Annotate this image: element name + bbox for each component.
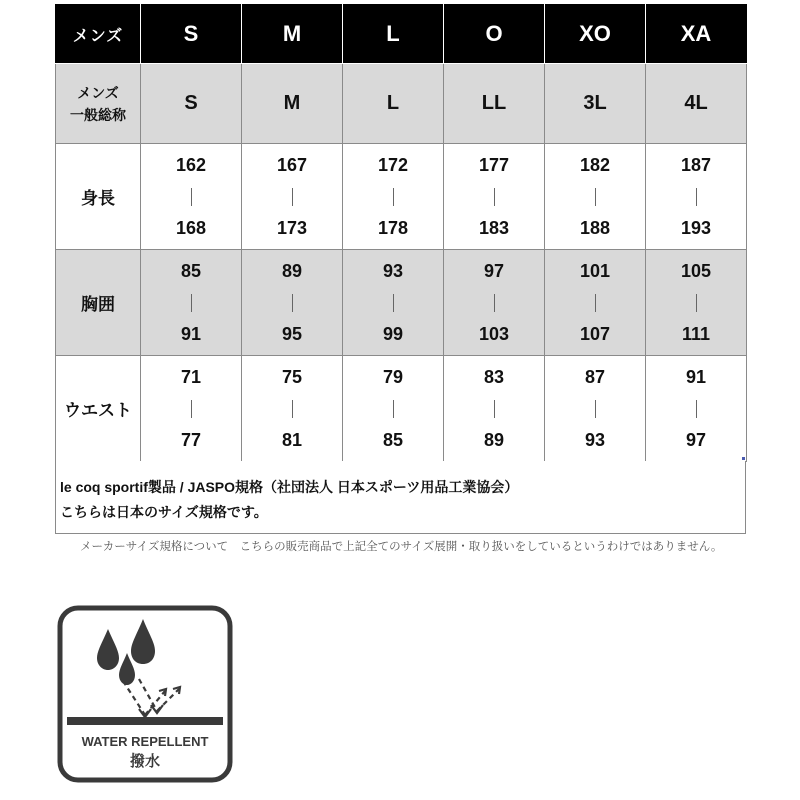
range-separator [494,294,495,312]
waist-cell [545,356,646,462]
range-max: 168 [175,217,207,238]
range-separator [696,294,697,312]
size-header-cell: S [141,5,242,64]
range-min: 167 [276,154,308,175]
note-line-standard: le coq sportif製品 / JASPO規格（社団法人 日本スポーツ用品工業協会） [60,479,519,495]
range-max: 81 [281,429,303,450]
range-min: 71 [180,366,202,387]
height-label: 身長 [56,144,141,250]
range-max: 93 [584,429,606,450]
height-cell [444,144,545,250]
range-separator [595,294,596,312]
range-separator [595,188,596,206]
range-min: 79 [382,366,404,387]
range-separator [191,188,192,206]
range-max: 173 [276,217,308,238]
chest-label: 胸囲 [56,250,141,356]
waist-cell [141,356,242,462]
range-min: 101 [579,260,611,281]
waist-label: ウエスト [56,356,141,462]
general-size-label [56,64,141,144]
badge-label-ja: 撥水 [129,752,161,770]
water-repellent-badge [57,605,233,783]
range-separator [292,188,293,206]
size-header-cell: L [343,5,444,64]
range-min: 83 [483,366,505,387]
general-size-label-line1: メンズ [77,84,119,101]
general-size-cell: LL [444,64,545,144]
range-separator [696,400,697,418]
range-separator [393,294,394,312]
general-size-label-line2: 一般総称 [70,106,126,123]
note-line-japan: こちらは日本のサイズ規格です。 [60,504,268,520]
waist-row [56,356,747,462]
chest-cell [242,250,343,356]
range-min: 97 [483,260,505,281]
height-cell [343,144,444,250]
height-cell [646,144,747,250]
general-size-cell: L [343,64,444,144]
range-max: 107 [579,323,611,344]
badge-label-en: WATER REPELLENT [81,734,209,749]
general-size-cell: 3L [545,64,646,144]
range-max: 95 [281,323,303,344]
size-header-row [56,5,747,64]
range-max: 85 [382,429,404,450]
range-separator [494,400,495,418]
general-size-cell: S [141,64,242,144]
range-max: 91 [180,323,202,344]
range-separator [191,400,192,418]
maker-size-disclaimer: メーカーサイズ規格について こちらの販売商品で上記全てのサイズ展開・取り扱いをしているというわけではありません。 [80,541,723,553]
range-min: 162 [175,154,207,175]
height-cell [242,144,343,250]
size-header-cell: O [444,5,545,64]
waist-cell [242,356,343,462]
range-separator [494,188,495,206]
range-separator [393,400,394,418]
range-min: 182 [579,154,611,175]
range-separator [191,294,192,312]
range-min: 89 [281,260,303,281]
range-max: 178 [377,217,409,238]
range-max: 77 [180,429,202,450]
range-max: 99 [382,323,404,344]
range-max: 97 [685,429,707,450]
height-cell [545,144,646,250]
range-max: 111 [681,323,711,344]
size-header-cell: M [242,5,343,64]
range-separator [393,188,394,206]
waist-cell [646,356,747,462]
size-chart-table [55,4,747,462]
range-separator [595,400,596,418]
range-max: 103 [478,323,510,344]
size-standard-note [55,461,746,534]
range-min: 177 [478,154,510,175]
range-separator [292,294,293,312]
range-separator [292,400,293,418]
waist-cell [444,356,545,462]
header-label: メンズ [56,5,141,64]
range-max: 89 [483,429,505,450]
range-max: 188 [579,217,611,238]
range-min: 85 [180,260,202,281]
chest-row [56,250,747,356]
height-row [56,144,747,250]
chest-cell [343,250,444,356]
range-max: 183 [478,217,510,238]
waist-cell [343,356,444,462]
range-max: 193 [680,217,712,238]
range-separator [696,188,697,206]
range-min: 87 [584,366,606,387]
height-cell [141,144,242,250]
range-min: 75 [281,366,303,387]
range-min: 172 [377,154,409,175]
water-repellent-icon [57,605,233,783]
chest-cell [141,250,242,356]
general-size-cell: 4L [646,64,747,144]
size-header-cell: XA [646,5,747,64]
chest-cell [444,250,545,356]
range-min: 187 [680,154,712,175]
chest-cell [545,250,646,356]
range-min: 93 [382,260,404,281]
general-size-cell: M [242,64,343,144]
size-header-cell: XO [545,5,646,64]
range-min: 91 [685,366,707,387]
chest-cell [646,250,747,356]
range-min: 105 [680,260,712,281]
general-size-row [56,64,747,144]
cell-resize-handle [742,457,745,460]
